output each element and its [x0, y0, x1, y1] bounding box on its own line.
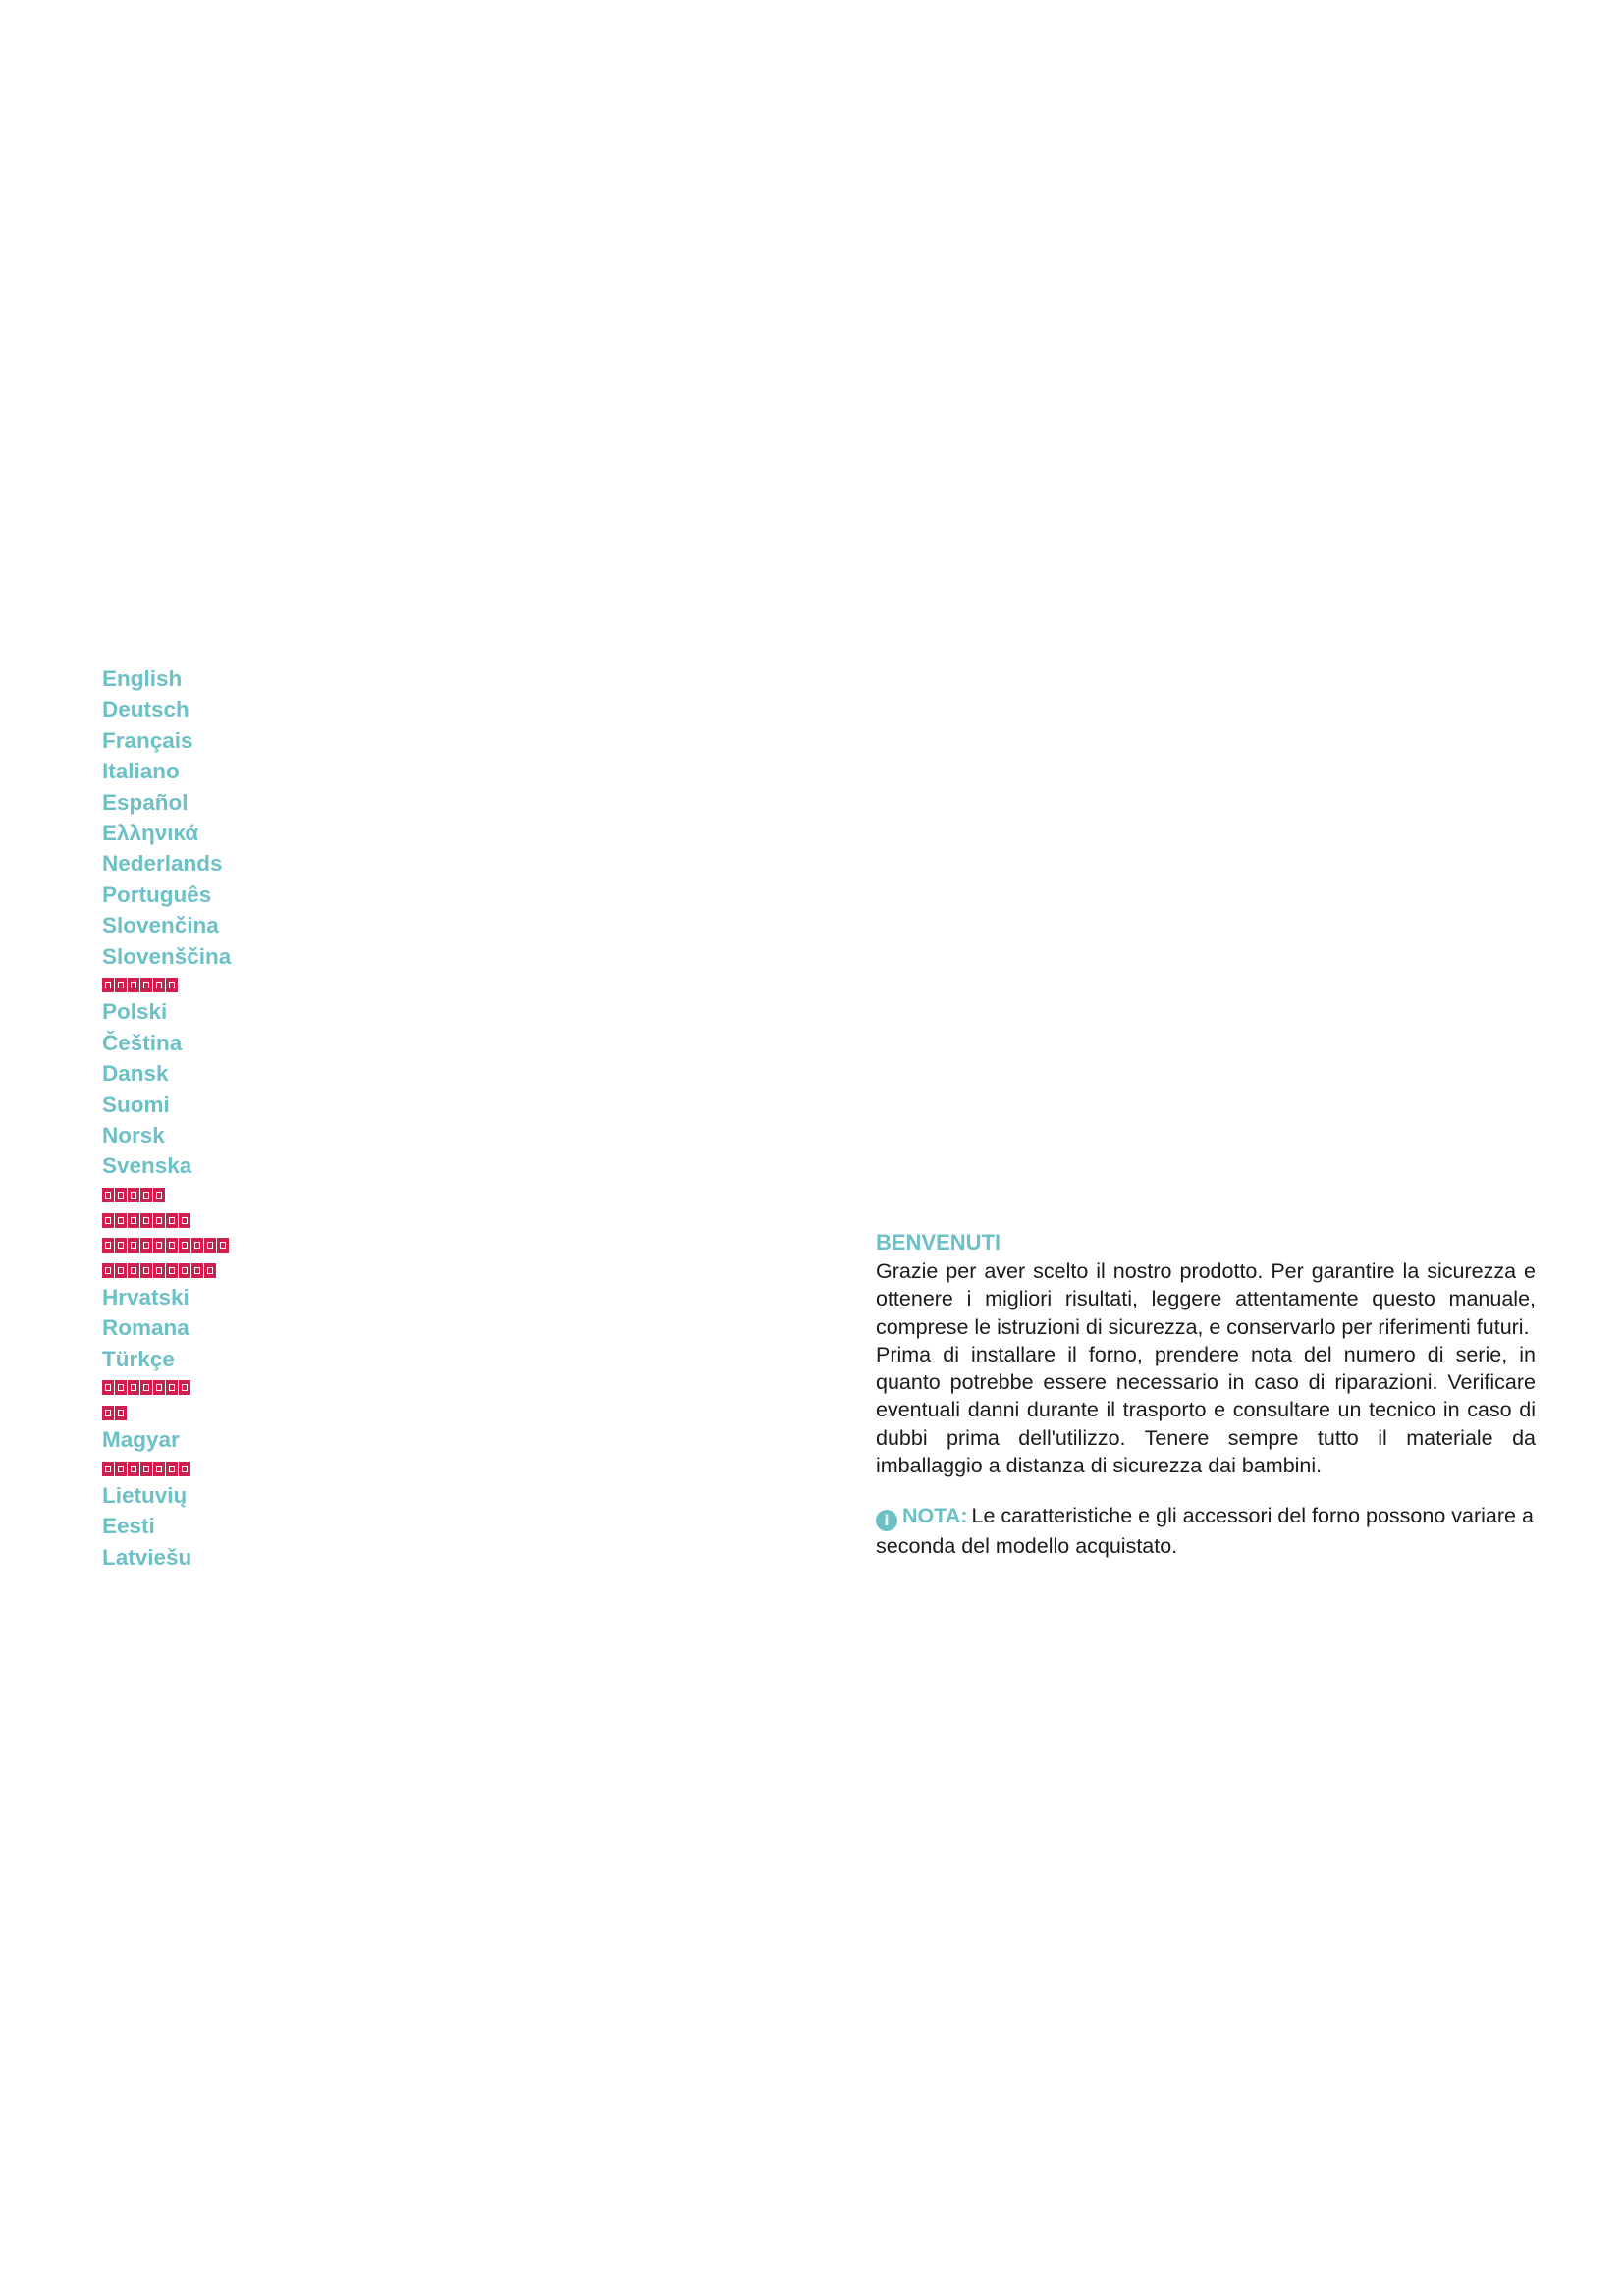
missing-glyph-row: [102, 1380, 190, 1395]
missing-glyph-icon: [102, 1188, 114, 1202]
missing-glyph-icon: [204, 1263, 216, 1278]
welcome-paragraph-installation: Prima di installare il forno, prendere nota del numero di serie, in quanto potrebbe essere necessario in caso di riparazioni. Verificare eventuali danni durante il trasporto e consultare un tecnico in caso di dubbi prima dell'utilizzo. Tenere sempre tutto il materiale da imballaggio a distanza di sicurezza dai bambini.: [876, 1342, 1536, 1478]
missing-glyph-icon: [115, 1263, 127, 1278]
language-item: Lietuvių: [102, 1482, 188, 1508]
welcome-section: [876, 1229, 1536, 1561]
missing-glyph-icon: [217, 1238, 229, 1253]
missing-glyph-icon: [140, 1462, 152, 1476]
language-item: Eesti: [102, 1514, 155, 1539]
missing-glyph-icon: [166, 1380, 178, 1395]
missing-glyph-icon: [115, 1406, 127, 1420]
missing-glyph-row: [102, 1406, 127, 1420]
missing-glyph-row: [102, 1462, 190, 1476]
missing-glyph-icon: [102, 1462, 114, 1476]
language-list: [102, 664, 231, 1573]
missing-glyph-icon: [102, 1238, 114, 1253]
missing-glyph-icon: [102, 978, 114, 992]
missing-glyph-icon: [102, 1406, 114, 1420]
language-item: Polski: [102, 999, 168, 1025]
missing-glyph-icon: [179, 1213, 190, 1228]
missing-glyph-row: [102, 1188, 165, 1202]
missing-glyph-icon: [166, 1263, 178, 1278]
missing-glyph-icon: [140, 978, 152, 992]
language-item-missing-glyphs: [102, 1399, 231, 1424]
missing-glyph-icon: [153, 1380, 165, 1395]
missing-glyph-icon: [115, 1462, 127, 1476]
missing-glyph-icon: [102, 1213, 114, 1228]
language-item: Slovenščina: [102, 943, 232, 969]
missing-glyph-icon: [191, 1263, 203, 1278]
language-item: English: [102, 667, 183, 691]
missing-glyph-icon: [115, 978, 127, 992]
missing-glyph-icon: [179, 1462, 190, 1476]
language-item-missing-glyphs: [102, 1232, 231, 1257]
missing-glyph-icon: [115, 1188, 127, 1202]
info-icon: i: [876, 1510, 897, 1531]
language-item: Slovenčina: [102, 913, 219, 938]
missing-glyph-icon: [166, 1462, 178, 1476]
missing-glyph-icon: [102, 1263, 114, 1278]
missing-glyph-icon: [153, 1213, 165, 1228]
note-text: Le caratteristiche e gli accessori del forno possono variare a seconda del modello acquistato.: [876, 1504, 1534, 1559]
missing-glyph-icon: [153, 1462, 165, 1476]
language-item: Español: [102, 789, 189, 815]
missing-glyph-row: [102, 1238, 229, 1253]
language-item-missing-glyphs: [102, 1455, 231, 1480]
language-item: Türkçe: [102, 1346, 175, 1371]
note-block: [876, 1501, 1536, 1561]
language-item: Suomi: [102, 1092, 170, 1117]
missing-glyph-icon: [140, 1188, 152, 1202]
missing-glyph-row: [102, 978, 178, 992]
language-item-missing-glyphs: [102, 1182, 231, 1207]
missing-glyph-icon: [179, 1238, 190, 1253]
language-item: Hrvatski: [102, 1284, 189, 1309]
missing-glyph-icon: [166, 1238, 178, 1253]
missing-glyph-icon: [153, 1188, 165, 1202]
language-item: Dansk: [102, 1061, 169, 1087]
language-item-missing-glyphs: [102, 972, 231, 997]
language-item: Italiano: [102, 759, 180, 784]
missing-glyph-icon: [128, 1238, 139, 1253]
note-label: NOTA:: [902, 1504, 968, 1528]
missing-glyph-icon: [115, 1380, 127, 1395]
language-item-missing-glyphs: [102, 1374, 231, 1400]
language-item: Latviešu: [102, 1544, 192, 1570]
missing-glyph-icon: [191, 1238, 203, 1253]
missing-glyph-icon: [140, 1238, 152, 1253]
missing-glyph-icon: [179, 1263, 190, 1278]
language-item: Norsk: [102, 1122, 165, 1148]
language-item: Nederlands: [102, 851, 223, 877]
language-item: Magyar: [102, 1426, 180, 1452]
welcome-paragraph-intro: Grazie per aver scelto il nostro prodotto. Per garantire la sicurezza e ottenere i migliori risultati, leggere attentamente questo manuale, comprese le istruzioni di sicurezza, e conservarlo per riferimenti futuri.: [876, 1259, 1536, 1339]
missing-glyph-icon: [128, 978, 139, 992]
missing-glyph-icon: [102, 1380, 114, 1395]
language-item: Čeština: [102, 1030, 183, 1055]
missing-glyph-row: [102, 1213, 190, 1228]
missing-glyph-icon: [128, 1263, 139, 1278]
missing-glyph-icon: [153, 1263, 165, 1278]
language-item: Ελληνικά: [102, 820, 199, 845]
missing-glyph-icon: [166, 978, 178, 992]
language-item: Svenska: [102, 1153, 192, 1179]
language-item: Português: [102, 881, 212, 907]
missing-glyph-icon: [115, 1238, 127, 1253]
missing-glyph-icon: [153, 978, 165, 992]
missing-glyph-icon: [128, 1462, 139, 1476]
language-item: Romana: [102, 1315, 189, 1341]
language-item-missing-glyphs: [102, 1256, 231, 1282]
missing-glyph-icon: [128, 1213, 139, 1228]
missing-glyph-icon: [166, 1213, 178, 1228]
missing-glyph-row: [102, 1263, 216, 1278]
missing-glyph-icon: [128, 1188, 139, 1202]
missing-glyph-icon: [140, 1263, 152, 1278]
language-item: Français: [102, 727, 193, 753]
welcome-title: BENVENUTI: [876, 1230, 1001, 1255]
missing-glyph-icon: [115, 1213, 127, 1228]
language-item-missing-glyphs: [102, 1206, 231, 1232]
missing-glyph-icon: [204, 1238, 216, 1253]
missing-glyph-icon: [140, 1380, 152, 1395]
missing-glyph-icon: [140, 1213, 152, 1228]
missing-glyph-icon: [128, 1380, 139, 1395]
language-item: Deutsch: [102, 697, 189, 722]
missing-glyph-icon: [153, 1238, 165, 1253]
missing-glyph-icon: [179, 1380, 190, 1395]
